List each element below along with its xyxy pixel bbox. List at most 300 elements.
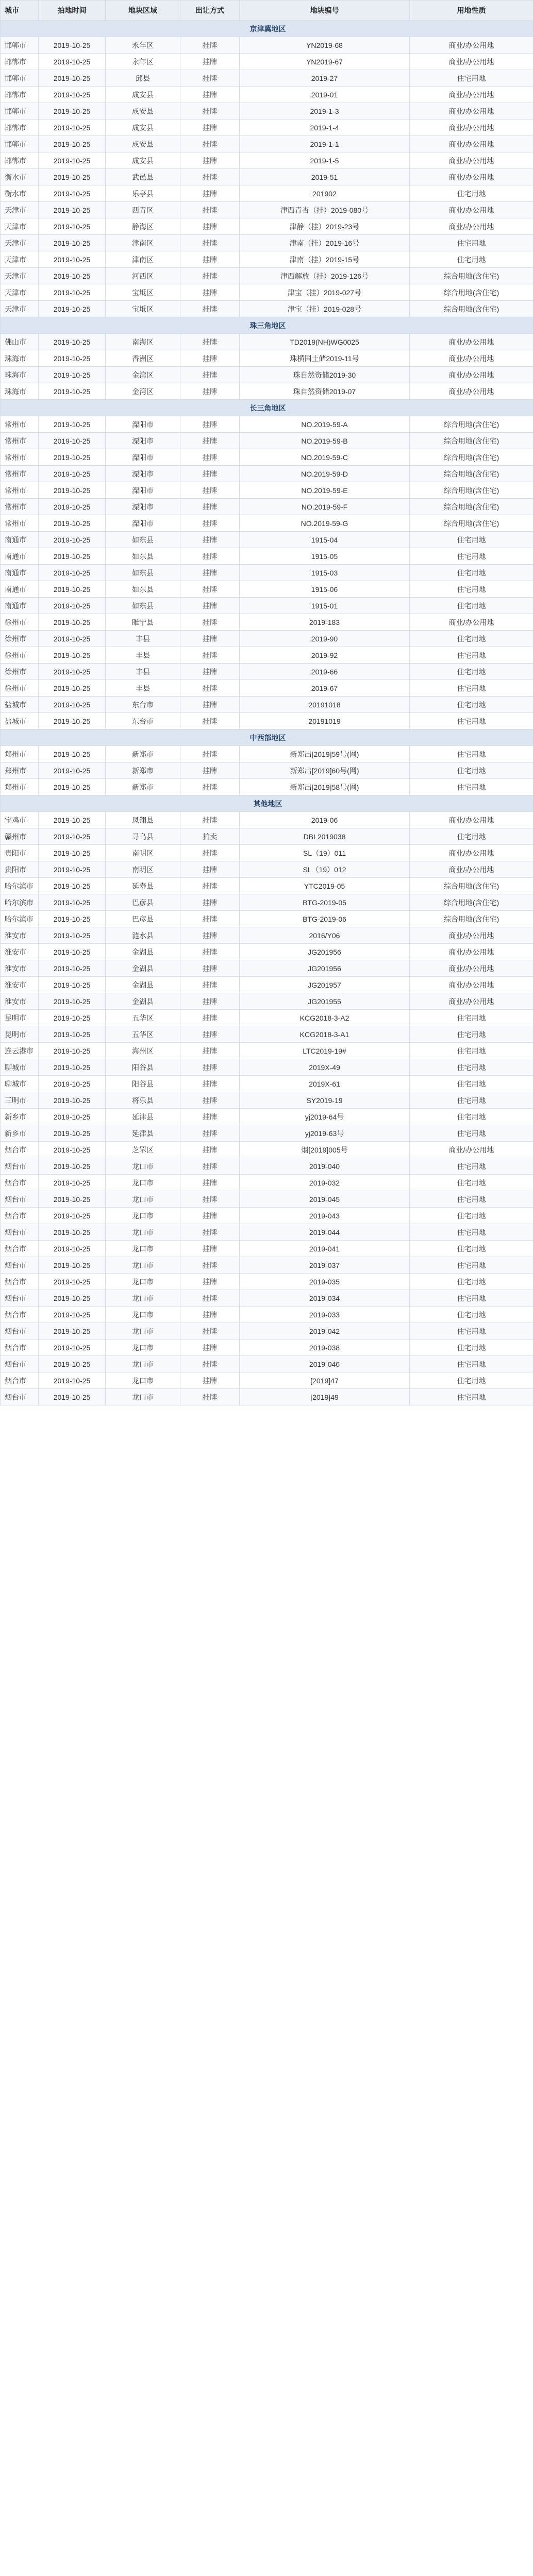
cell-date: 2019-10-25	[39, 1092, 106, 1109]
cell-city: 珠海市	[1, 367, 39, 383]
cell-city: 常州市	[1, 466, 39, 482]
cell-land-use: 商业/办公用地	[410, 993, 533, 1010]
cell-city: 邯郸市	[1, 70, 39, 87]
cell-land-use: 商业/办公用地	[410, 977, 533, 993]
cell-district: 成安县	[106, 87, 180, 103]
table-row	[1, 334, 533, 350]
table-row	[1, 565, 533, 581]
cell-district: 溧阳市	[106, 499, 180, 515]
cell-method: 挂牌	[180, 647, 240, 664]
cell-method: 挂牌	[180, 1257, 240, 1274]
table-row	[1, 1092, 533, 1109]
table-row	[1, 1340, 533, 1356]
cell-plot-id: NO.2019-59-B	[240, 433, 410, 449]
cell-method: 挂牌	[180, 1026, 240, 1043]
cell-date: 2019-10-25	[39, 449, 106, 466]
cell-date: 2019-10-25	[39, 1026, 106, 1043]
table-row	[1, 911, 533, 927]
cell-city: 天津市	[1, 251, 39, 268]
cell-city: 烟台市	[1, 1158, 39, 1175]
cell-city: 盐城市	[1, 713, 39, 730]
cell-land-use: 商业/办公用地	[410, 136, 533, 152]
cell-land-use: 商业/办公用地	[410, 334, 533, 350]
cell-method: 挂牌	[180, 1125, 240, 1142]
cell-date: 2019-10-25	[39, 779, 106, 795]
table-row	[1, 1191, 533, 1208]
cell-land-use: 综合用地(含住宅)	[410, 449, 533, 466]
cell-method: 挂牌	[180, 779, 240, 795]
cell-plot-id: 1915-01	[240, 598, 410, 614]
cell-plot-id: 烟[2019]005号	[240, 1142, 410, 1158]
cell-land-use: 住宅用地	[410, 779, 533, 795]
cell-date: 2019-10-25	[39, 697, 106, 713]
cell-land-use: 商业/办公用地	[410, 812, 533, 828]
cell-district: 龙口市	[106, 1290, 180, 1307]
cell-date: 2019-10-25	[39, 812, 106, 828]
table-row	[1, 103, 533, 120]
cell-method: 挂牌	[180, 762, 240, 779]
cell-method: 挂牌	[180, 1076, 240, 1092]
cell-date: 2019-10-25	[39, 927, 106, 944]
cell-city: 聊城市	[1, 1059, 39, 1076]
cell-plot-id: 津宝（挂）2019-027号	[240, 284, 410, 301]
cell-method: 挂牌	[180, 268, 240, 284]
cell-land-use: 住宅用地	[410, 1323, 533, 1340]
section-title: 珠三角地区	[1, 317, 533, 334]
table-row	[1, 845, 533, 861]
cell-land-use: 商业/办公用地	[410, 1142, 533, 1158]
cell-district: 海州区	[106, 1043, 180, 1059]
cell-plot-id: 2019-01	[240, 87, 410, 103]
cell-district: 金湾区	[106, 367, 180, 383]
cell-land-use: 住宅用地	[410, 598, 533, 614]
cell-plot-id: 2019-51	[240, 169, 410, 185]
cell-city: 邯郸市	[1, 120, 39, 136]
cell-city: 南通市	[1, 548, 39, 565]
cell-land-use: 住宅用地	[410, 70, 533, 87]
table-row	[1, 977, 533, 993]
table-row	[1, 466, 533, 482]
cell-plot-id: 201902	[240, 185, 410, 202]
cell-city: 天津市	[1, 301, 39, 317]
table-row	[1, 762, 533, 779]
cell-plot-id: 2019X-49	[240, 1059, 410, 1076]
cell-land-use: 综合用地(含住宅)	[410, 284, 533, 301]
cell-city: 哈尔滨市	[1, 911, 39, 927]
cell-plot-id: 2019-035	[240, 1274, 410, 1290]
cell-district: 龙口市	[106, 1372, 180, 1389]
cell-date: 2019-10-25	[39, 977, 106, 993]
cell-date: 2019-10-25	[39, 713, 106, 730]
cell-plot-id: NO.2019-59-C	[240, 449, 410, 466]
table-row	[1, 1257, 533, 1274]
cell-land-use: 住宅用地	[410, 746, 533, 762]
cell-date: 2019-10-25	[39, 1125, 106, 1142]
cell-date: 2019-10-25	[39, 54, 106, 70]
cell-land-use: 住宅用地	[410, 1290, 533, 1307]
table-row	[1, 433, 533, 449]
cell-city: 天津市	[1, 268, 39, 284]
cell-city: 常州市	[1, 416, 39, 433]
cell-method: 挂牌	[180, 1208, 240, 1224]
cell-district: 溧阳市	[106, 466, 180, 482]
cell-district: 香洲区	[106, 350, 180, 367]
cell-land-use: 商业/办公用地	[410, 927, 533, 944]
cell-city: 郑州市	[1, 746, 39, 762]
cell-city: 淮安市	[1, 977, 39, 993]
cell-city: 佛山市	[1, 334, 39, 350]
cell-method: 挂牌	[180, 120, 240, 136]
cell-district: 宝坻区	[106, 284, 180, 301]
cell-district: 涟水县	[106, 927, 180, 944]
cell-land-use: 住宅用地	[410, 828, 533, 845]
cell-date: 2019-10-25	[39, 1059, 106, 1076]
cell-district: 巴彦县	[106, 894, 180, 911]
cell-date: 2019-10-25	[39, 367, 106, 383]
table-row	[1, 548, 533, 565]
cell-district: 龙口市	[106, 1158, 180, 1175]
cell-plot-id: NO.2019-59-E	[240, 482, 410, 499]
cell-district: 金湖县	[106, 977, 180, 993]
cell-date: 2019-10-25	[39, 120, 106, 136]
cell-city: 南通市	[1, 532, 39, 548]
cell-land-use: 商业/办公用地	[410, 87, 533, 103]
table-row	[1, 301, 533, 317]
cell-city: 衡水市	[1, 169, 39, 185]
cell-city: 常州市	[1, 482, 39, 499]
cell-district: 溧阳市	[106, 515, 180, 532]
cell-land-use: 住宅用地	[410, 631, 533, 647]
cell-method: 挂牌	[180, 1109, 240, 1125]
cell-method: 挂牌	[180, 1158, 240, 1175]
cell-land-use: 综合用地(含住宅)	[410, 499, 533, 515]
cell-district: 东台市	[106, 713, 180, 730]
cell-plot-id: 20191018	[240, 697, 410, 713]
cell-district: 龙口市	[106, 1241, 180, 1257]
cell-city: 邯郸市	[1, 54, 39, 70]
cell-plot-id: JG201957	[240, 977, 410, 993]
cell-land-use: 住宅用地	[410, 1010, 533, 1026]
cell-method: 挂牌	[180, 977, 240, 993]
cell-method: 挂牌	[180, 565, 240, 581]
cell-method: 挂牌	[180, 169, 240, 185]
cell-district: 寻乌县	[106, 828, 180, 845]
cell-district: 龙口市	[106, 1340, 180, 1356]
cell-date: 2019-10-25	[39, 1076, 106, 1092]
cell-city: 徐州市	[1, 614, 39, 631]
cell-land-use: 住宅用地	[410, 185, 533, 202]
cell-city: 珠海市	[1, 383, 39, 400]
cell-land-use: 商业/办公用地	[410, 169, 533, 185]
cell-district: 如东县	[106, 532, 180, 548]
cell-city: 邯郸市	[1, 152, 39, 169]
table-row	[1, 1059, 533, 1076]
cell-city: 天津市	[1, 202, 39, 218]
cell-method: 挂牌	[180, 70, 240, 87]
table-row	[1, 1307, 533, 1323]
table-row	[1, 284, 533, 301]
cell-land-use: 商业/办公用地	[410, 367, 533, 383]
cell-method: 挂牌	[180, 136, 240, 152]
cell-plot-id: 2019-06	[240, 812, 410, 828]
cell-city: 常州市	[1, 449, 39, 466]
cell-plot-id: TD2019(NH)WG0025	[240, 334, 410, 350]
cell-district: 河西区	[106, 268, 180, 284]
table-row	[1, 828, 533, 845]
cell-land-use: 综合用地(含住宅)	[410, 482, 533, 499]
cell-city: 烟台市	[1, 1290, 39, 1307]
cell-city: 郑州市	[1, 779, 39, 795]
cell-district: 南明区	[106, 861, 180, 878]
table-row	[1, 1208, 533, 1224]
cell-district: 龙口市	[106, 1356, 180, 1372]
cell-method: 挂牌	[180, 1059, 240, 1076]
table-row	[1, 878, 533, 894]
cell-land-use: 住宅用地	[410, 647, 533, 664]
cell-plot-id: 新郑出[2019]58号(网)	[240, 779, 410, 795]
cell-land-use: 住宅用地	[410, 1059, 533, 1076]
cell-date: 2019-10-25	[39, 598, 106, 614]
cell-method: 挂牌	[180, 1389, 240, 1405]
table-row	[1, 499, 533, 515]
cell-city: 郑州市	[1, 762, 39, 779]
cell-date: 2019-10-25	[39, 746, 106, 762]
cell-method: 挂牌	[180, 1340, 240, 1356]
table-row	[1, 1142, 533, 1158]
cell-method: 挂牌	[180, 499, 240, 515]
cell-land-use: 住宅用地	[410, 1109, 533, 1125]
cell-city: 天津市	[1, 284, 39, 301]
cell-date: 2019-10-25	[39, 284, 106, 301]
cell-method: 挂牌	[180, 713, 240, 730]
cell-land-use: 综合用地(含住宅)	[410, 416, 533, 433]
cell-land-use: 住宅用地	[410, 1274, 533, 1290]
cell-plot-id: 1915-03	[240, 565, 410, 581]
cell-city: 昆明市	[1, 1010, 39, 1026]
cell-plot-id: 1915-06	[240, 581, 410, 598]
cell-district: 阳谷县	[106, 1076, 180, 1092]
cell-plot-id: 2019X-61	[240, 1076, 410, 1092]
cell-city: 常州市	[1, 433, 39, 449]
cell-plot-id: BTG-2019-05	[240, 894, 410, 911]
cell-plot-id: 2019-041	[240, 1241, 410, 1257]
cell-date: 2019-10-25	[39, 235, 106, 251]
cell-plot-id: 2019-037	[240, 1257, 410, 1274]
cell-land-use: 综合用地(含住宅)	[410, 878, 533, 894]
table-row	[1, 680, 533, 697]
cell-date: 2019-10-25	[39, 218, 106, 235]
cell-district: 南明区	[106, 845, 180, 861]
cell-plot-id: 2019-27	[240, 70, 410, 87]
cell-plot-id: NO.2019-59-D	[240, 466, 410, 482]
cell-land-use: 商业/办公用地	[410, 202, 533, 218]
cell-district: 邱县	[106, 70, 180, 87]
cell-district: 如东县	[106, 565, 180, 581]
cell-method: 挂牌	[180, 37, 240, 54]
cell-date: 2019-10-25	[39, 1257, 106, 1274]
cell-land-use: 住宅用地	[410, 235, 533, 251]
cell-date: 2019-10-25	[39, 894, 106, 911]
section-header-row	[1, 317, 533, 334]
cell-city: 徐州市	[1, 647, 39, 664]
table-row	[1, 416, 533, 433]
cell-land-use: 住宅用地	[410, 680, 533, 697]
cell-district: 溧阳市	[106, 482, 180, 499]
table-row	[1, 268, 533, 284]
cell-method: 挂牌	[180, 581, 240, 598]
cell-land-use: 住宅用地	[410, 1340, 533, 1356]
cell-method: 拍卖	[180, 828, 240, 845]
cell-date: 2019-10-25	[39, 1307, 106, 1323]
cell-land-use: 住宅用地	[410, 1158, 533, 1175]
cell-city: 烟台市	[1, 1175, 39, 1191]
cell-district: 成安县	[106, 136, 180, 152]
cell-city: 南通市	[1, 598, 39, 614]
cell-method: 挂牌	[180, 614, 240, 631]
cell-land-use: 商业/办公用地	[410, 218, 533, 235]
table-row	[1, 647, 533, 664]
cell-method: 挂牌	[180, 1175, 240, 1191]
cell-land-use: 住宅用地	[410, 581, 533, 598]
cell-method: 挂牌	[180, 87, 240, 103]
cell-plot-id: 2019-1-3	[240, 103, 410, 120]
table-row	[1, 1026, 533, 1043]
cell-plot-id: 2019-038	[240, 1340, 410, 1356]
table-row	[1, 169, 533, 185]
cell-date: 2019-10-25	[39, 416, 106, 433]
table-row	[1, 350, 533, 367]
cell-date: 2019-10-25	[39, 1340, 106, 1356]
table-row	[1, 581, 533, 598]
cell-method: 挂牌	[180, 1224, 240, 1241]
cell-city: 哈尔滨市	[1, 878, 39, 894]
cell-district: 延津县	[106, 1109, 180, 1125]
cell-district: 成安县	[106, 152, 180, 169]
cell-city: 邯郸市	[1, 103, 39, 120]
cell-plot-id: 珠自然资储2019-30	[240, 367, 410, 383]
cell-land-use: 商业/办公用地	[410, 54, 533, 70]
cell-land-use: 住宅用地	[410, 1356, 533, 1372]
section-title: 中西部地区	[1, 730, 533, 746]
table-row	[1, 1010, 533, 1026]
cell-land-use: 住宅用地	[410, 1026, 533, 1043]
cell-date: 2019-10-25	[39, 565, 106, 581]
cell-district: 永年区	[106, 37, 180, 54]
cell-method: 挂牌	[180, 515, 240, 532]
table-row	[1, 1109, 533, 1125]
cell-plot-id: 珠自然资储2019-07	[240, 383, 410, 400]
cell-plot-id: YTC2019-05	[240, 878, 410, 894]
cell-method: 挂牌	[180, 993, 240, 1010]
cell-plot-id: 津南（挂）2019-16号	[240, 235, 410, 251]
cell-date: 2019-10-25	[39, 515, 106, 532]
cell-city: 邯郸市	[1, 136, 39, 152]
cell-city: 烟台市	[1, 1372, 39, 1389]
cell-plot-id: LTC2019-19#	[240, 1043, 410, 1059]
cell-plot-id: NO.2019-59-G	[240, 515, 410, 532]
cell-plot-id: JG201955	[240, 993, 410, 1010]
cell-district: 溧阳市	[106, 416, 180, 433]
cell-method: 挂牌	[180, 960, 240, 977]
table-row	[1, 598, 533, 614]
cell-district: 东台市	[106, 697, 180, 713]
table-row	[1, 746, 533, 762]
cell-land-use: 住宅用地	[410, 532, 533, 548]
cell-date: 2019-10-25	[39, 631, 106, 647]
cell-city: 天津市	[1, 218, 39, 235]
table-row	[1, 87, 533, 103]
section-header-row	[1, 730, 533, 746]
cell-city: 邯郸市	[1, 37, 39, 54]
cell-district: 龙口市	[106, 1208, 180, 1224]
cell-method: 挂牌	[180, 1092, 240, 1109]
cell-city: 烟台市	[1, 1241, 39, 1257]
cell-city: 烟台市	[1, 1208, 39, 1224]
cell-city: 新乡市	[1, 1125, 39, 1142]
cell-district: 龙口市	[106, 1224, 180, 1241]
cell-district: 永年区	[106, 54, 180, 70]
header-land-use: 用地性质	[410, 1, 533, 21]
cell-land-use: 住宅用地	[410, 1224, 533, 1241]
cell-district: 金湖县	[106, 993, 180, 1010]
cell-date: 2019-10-25	[39, 185, 106, 202]
table-row	[1, 1274, 533, 1290]
table-row	[1, 1125, 533, 1142]
table-row	[1, 1076, 533, 1092]
table-row	[1, 70, 533, 87]
cell-plot-id: 2016/Y06	[240, 927, 410, 944]
cell-land-use: 综合用地(含住宅)	[410, 911, 533, 927]
table-row	[1, 532, 533, 548]
cell-land-use: 住宅用地	[410, 664, 533, 680]
cell-method: 挂牌	[180, 152, 240, 169]
table-row	[1, 482, 533, 499]
header-city: 城市	[1, 1, 39, 21]
cell-district: 阳谷县	[106, 1059, 180, 1076]
cell-district: 溧阳市	[106, 433, 180, 449]
cell-city: 常州市	[1, 515, 39, 532]
cell-method: 挂牌	[180, 1043, 240, 1059]
cell-plot-id: 津西青杏（挂）2019-080号	[240, 202, 410, 218]
cell-city: 衡水市	[1, 185, 39, 202]
cell-method: 挂牌	[180, 1290, 240, 1307]
cell-method: 挂牌	[180, 202, 240, 218]
cell-district: 金湾区	[106, 383, 180, 400]
cell-plot-id: 2019-044	[240, 1224, 410, 1241]
cell-district: 龙口市	[106, 1389, 180, 1405]
cell-district: 睢宁县	[106, 614, 180, 631]
cell-city: 新乡市	[1, 1109, 39, 1125]
cell-method: 挂牌	[180, 185, 240, 202]
cell-date: 2019-10-25	[39, 1274, 106, 1290]
cell-plot-id: YN2019-68	[240, 37, 410, 54]
cell-method: 挂牌	[180, 944, 240, 960]
cell-date: 2019-10-25	[39, 532, 106, 548]
cell-method: 挂牌	[180, 664, 240, 680]
section-header-row	[1, 795, 533, 812]
cell-city: 徐州市	[1, 631, 39, 647]
cell-city: 烟台市	[1, 1257, 39, 1274]
cell-date: 2019-10-25	[39, 1372, 106, 1389]
cell-plot-id: 津静（挂）2019-23号	[240, 218, 410, 235]
cell-land-use: 住宅用地	[410, 762, 533, 779]
table-row	[1, 515, 533, 532]
table-row	[1, 1158, 533, 1175]
cell-city: 烟台市	[1, 1274, 39, 1290]
cell-method: 挂牌	[180, 812, 240, 828]
cell-date: 2019-10-25	[39, 482, 106, 499]
table-row	[1, 713, 533, 730]
